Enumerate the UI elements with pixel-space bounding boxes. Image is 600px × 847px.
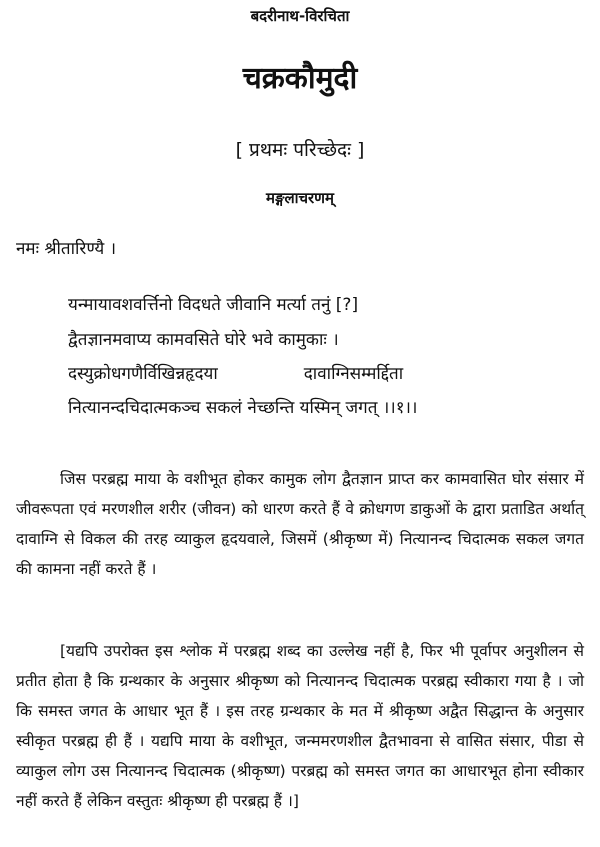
verse-line-3-part-1: दस्युक्रोधगणैर्विखिन्नहृदया — [68, 364, 218, 384]
verse-line-2: द्वैतज्ञानमवाप्य कामवसिते घोरे भवे कामुकाः । — [68, 330, 339, 350]
chapter-heading: [ प्रथमः परिच्छेदः ] — [235, 139, 365, 161]
verse-line-1: यन्मायावशवर्त्तिनो विदधते जीवानि मर्त्या तनुं [?] — [68, 295, 359, 315]
section-heading: मङ्गलाचरणम् — [266, 189, 334, 207]
book-title: चक्रकौमुदी — [242, 61, 358, 96]
verse-line-3 — [68, 361, 588, 384]
translation-paragraph-2: [यद्यपि उपरोक्त इस श्लोक में परब्रह्म शब्द का उल्लेख नहीं है, फिर भी पूर्वापर अनुशीलन से प्रतीत होता है कि ग्रन्थकार के अनुसार श्रीकृष्ण को नित्यानन्द चिदात्मक परब्रह्म स्वीकारा गया है । जो कि समस्त जगत के आधार भूत हैं । इस तरह ग्रन्थकार के मत में श्रीकृष्ण अद्वैत सिद्धान्त के अनुसार स्वीकृत परब्रह्म ही हैं । यद्यपि माया के वशीभूत, जन्ममरणशील द्वैतभावना से वासित संसार, पीडा से व्याकुल लोग उस नित्यानन्द चिदात्मक (श्रीकृष्ण) परब्रह्म को समस्त जगत का आधारभूत होना स्वीकार नहीं करते हैं लेकिन वस्तुतः श्रीकृष्ण ही परब्रह्म हैं ।] — [16, 641, 584, 810]
translation-paragraph-1: जिस परब्रह्म माया के वशीभूत होकर कामुक लोग द्वैतज्ञान प्राप्त कर कामवासित घोर संसार में जीवरूपता एवं मरणशील शरीर (जीवन) को धारण करते हैं वे क्रोधगण डाकुओं के द्वारा प्रताडित अर्थात् दावाग्नि से विकल की तरह व्याकुल हृदयवाले, जिसमें (श्रीकृष्ण में) नित्यानन्द चिदात्मक सकल जगत की कामना नहीं करते हैं । — [16, 469, 584, 578]
salutation-line: नमः श्रीतारिण्यै । — [16, 239, 117, 259]
author-line: बदरीनाथ-विरचिता — [250, 7, 350, 25]
verse-line-4: नित्यानन्दचिदात्मकञ्च सकलं नेच्छन्ति यस्मिन् जगत् ।।१।। — [68, 398, 418, 418]
verse-line-3-part-2: दावाग्निसम्मर्द्दिता — [303, 364, 404, 384]
